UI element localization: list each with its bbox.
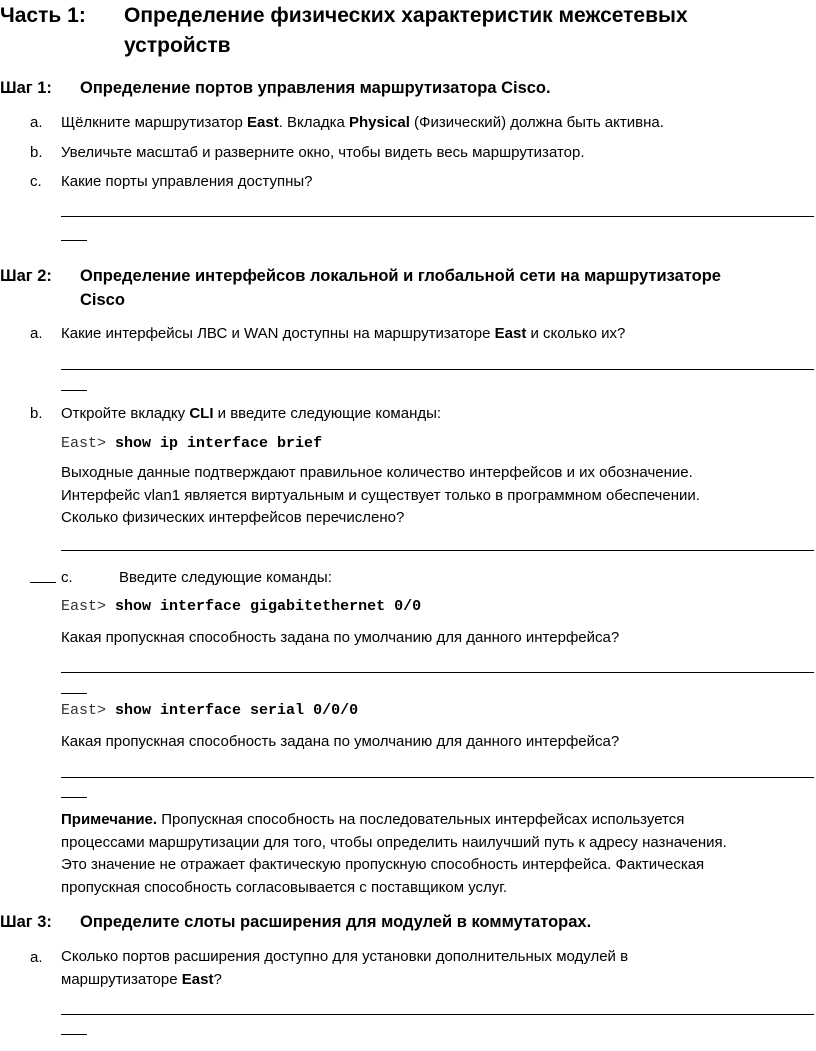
part-title-line2: устройств [124, 34, 231, 57]
command-show-interface-serial: East> show interface serial 0/0/0 [61, 702, 359, 719]
step1-a-letter: a. [30, 114, 43, 131]
answer-short-line-step1-c [61, 240, 87, 241]
command-show-ip-interface-brief: East> show ip interface brief [61, 435, 323, 452]
answer-short-line-step2-a [61, 390, 87, 391]
step2-title-line1: Определение интерфейсов локальной и глобальной сети на маршрутизаторе [80, 267, 721, 285]
step1-label: Шаг 1: [0, 79, 52, 97]
answer-short-line-step2-c-q1 [61, 693, 87, 694]
step1-c-letter: c. [30, 173, 42, 190]
step2-c-text: Введите следующие команды: [119, 569, 332, 586]
answer-line-step1-c [61, 216, 814, 217]
step1-a-text: Щёлкните маршрутизатор East. Вкладка Physical (Физический) должна быть активна. [61, 114, 664, 131]
step2-c-question1: Какая пропускная способность задана по умолчанию для данного интерфейса? [61, 629, 620, 646]
command-show-interface-gigabitethernet: East> show interface gigabitethernet 0/0 [61, 598, 422, 615]
step1-b-letter: b. [30, 144, 43, 161]
step1-b-text: Увеличьте масштаб и разверните окно, чтобы видеть весь маршрутизатор. [61, 144, 585, 161]
answer-line-step2-c-q1 [61, 672, 814, 673]
part-label: Часть 1: [0, 4, 86, 27]
step3-label: Шаг 3: [0, 913, 52, 931]
answer-short-line-step3-a [61, 1034, 87, 1035]
step2-a-text: Какие интерфейсы ЛВС и WAN доступны на маршрутизаторе East и сколько их? [61, 325, 626, 342]
note-paragraph: Примечание. Пропускная способность на последовательных интерфейсах используется процессами маршрутизации для того, чтобы определить наилучший путь к адресу назначения. Это значение не отражает фактическую пропускную способность интерфейса. Фактическая пропускная способность согласовывается с поставщиком услуг. [61, 811, 727, 896]
part-title-line1: Определение физических характеристик межсетевых [124, 4, 688, 27]
step2-c-question2: Какая пропускная способность задана по умолчанию для данного интерфейса? [61, 733, 620, 750]
answer-short-line-step2-c-q2 [61, 797, 87, 798]
answer-line-step2-c-q2 [61, 777, 814, 778]
answer-short-line-step2-b [30, 582, 56, 583]
step2-label: Шаг 2: [0, 267, 52, 285]
step2-b-paragraph: Выходные данные подтверждают правильное количество интерфейсов и их обозначение. Интерфейс vlan1 является виртуальным и существует только в программном обеспечении. Сколько физических интерфейсов перечислено? [61, 464, 700, 526]
step1-title: Определение портов управления маршрутизатора Cisco. [80, 79, 551, 97]
step2-b-letter: b. [30, 405, 43, 422]
step2-b-text: Откройте вкладку CLI и введите следующие команды: [61, 405, 442, 422]
step2-a-letter: a. [30, 325, 43, 342]
step3-title: Определите слоты расширения для модулей в коммутаторах. [80, 913, 592, 931]
step2-c-letter: c. [61, 569, 73, 586]
answer-line-step2-b [61, 550, 814, 551]
step3-a-text: Сколько портов расширения доступно для установки дополнительных модулей в маршрутизаторе East? [61, 948, 629, 988]
answer-line-step3-a [61, 1014, 814, 1015]
step3-a-letter: a. [30, 949, 43, 966]
answer-line-step2-a [61, 369, 814, 370]
step2-title-line2: Cisco [80, 291, 125, 309]
step1-c-text: Какие порты управления доступны? [61, 173, 313, 190]
